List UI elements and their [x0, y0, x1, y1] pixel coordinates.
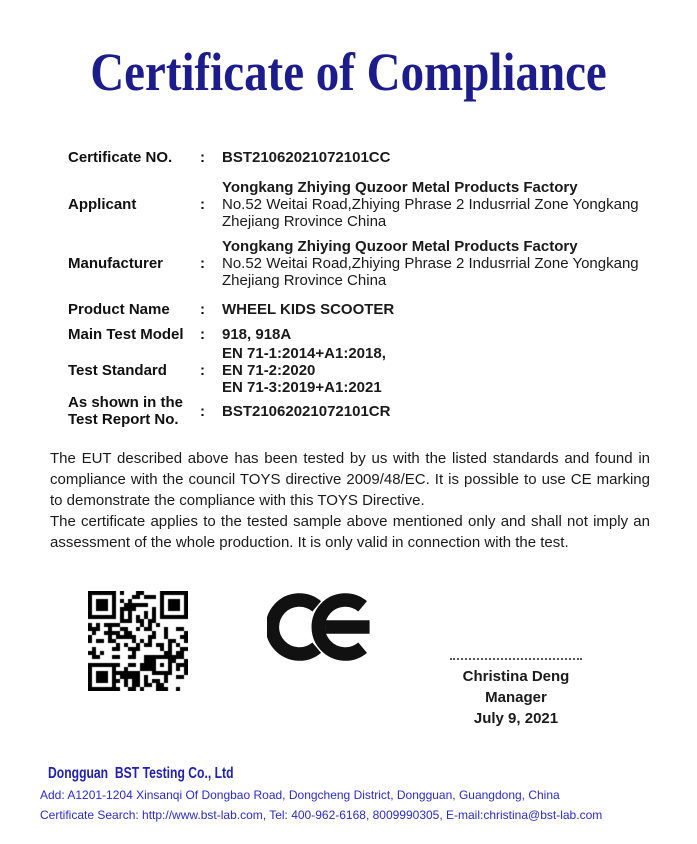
field-colon: : [200, 362, 205, 379]
field-label-certificate-no: Certificate NO. [68, 149, 173, 166]
field-row-applicant [68, 179, 669, 230]
manufacturer-company: Yongkang Zhiying Quzoor Metal Products Factory [222, 238, 578, 255]
signatory-name: Christina Deng [462, 668, 570, 685]
applicant-address-line2: Zhejiang Rrovince China [222, 213, 387, 230]
field-row-certificate-no [68, 149, 669, 166]
compliance-statement-para2: The certificate applies to the tested sample above mentioned only and shall not imply an assessment of the whole production. It is only valid in connection with the test. [50, 513, 650, 551]
test-standard-line1: EN 71-1:2014+A1:2018, [222, 345, 386, 362]
footer-company-name: Dongguan BST Testing Co., Ltd [48, 765, 234, 782]
compliance-statement [50, 448, 650, 553]
field-colon: : [200, 255, 205, 272]
qr-code [88, 591, 188, 691]
manufacturer-address-line1: No.52 Weitai Road,Zhiying Phrase 2 Indusrrial Zone Yongkang [222, 255, 639, 272]
main-test-model-value: 918, 918A [222, 326, 292, 343]
ce-mark-icon [267, 592, 375, 662]
field-row-product-name [68, 301, 669, 318]
applicant-company: Yongkang Zhiying Quzoor Metal Products Factory [222, 179, 578, 196]
field-row-main-test-model [68, 326, 669, 343]
field-colon: : [200, 402, 205, 420]
signature-date: July 9, 2021 [473, 710, 559, 727]
field-label-main-test-model: Main Test Model [68, 326, 184, 343]
signature-dotted-line [450, 658, 582, 660]
applicant-address-line1: No.52 Weitai Road,Zhiying Phrase 2 Indusrrial Zone Yongkang [222, 196, 639, 213]
signatory-role: Manager [485, 689, 547, 706]
signature-block [428, 658, 604, 729]
footer-certificate-search: Certificate Search: http://www.bst-lab.com, Tel: 400-962-6168, 8009990305, E-mail:christina@bst-lab.com [40, 808, 603, 822]
field-label-applicant: Applicant [68, 196, 137, 213]
certificate-title: Certificate of Compliance [90, 42, 607, 102]
product-name-value: WHEEL KIDS SCOOTER [222, 301, 395, 318]
field-row-test-standard [68, 345, 669, 396]
test-report-number-value: BST21062021072101CR [222, 402, 391, 420]
certificate-number-value: BST21062021072101CC [222, 149, 391, 166]
field-colon: : [200, 196, 205, 213]
field-row-test-report-no [68, 394, 669, 428]
test-standard-line2: EN 71-2:2020 [222, 362, 316, 379]
test-standard-line3: EN 71-3:2019+A1:2021 [222, 379, 382, 396]
field-colon: : [200, 149, 205, 166]
field-colon: : [200, 326, 205, 343]
field-row-manufacturer [68, 238, 669, 289]
manufacturer-address-line2: Zhejiang Rrovince China [222, 272, 387, 289]
field-label-product-name: Product Name [68, 301, 170, 318]
field-label-manufacturer: Manufacturer [68, 255, 164, 272]
compliance-statement-para1: The EUT described above has been tested by us with the listed standards and found in compliance with the council TOYS directive 2009/48/EC. It is possible to use CE marking to demonstrate the compliance with this TOYS Directive. [50, 450, 650, 509]
field-colon: : [200, 301, 205, 318]
field-label-test-standard: Test Standard [68, 362, 167, 379]
field-label-test-report-no: As shown in the Test Report No. [68, 394, 184, 428]
footer-address: Add: A1201-1204 Xinsanqi Of Dongbao Road, Dongcheng District, Dongguan, Guangdong, China [40, 788, 560, 802]
